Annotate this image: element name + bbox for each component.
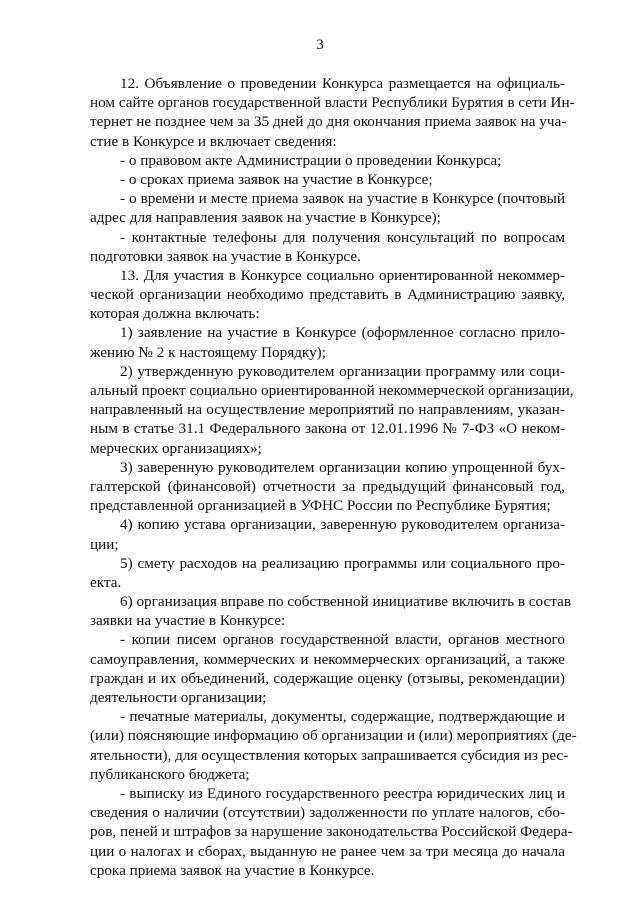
text-line: (или) поясняющие информацию об организации и (или) мероприятиях (де-	[90, 727, 577, 745]
text-line: альный проект социально ориентированной некоммерческой организации,	[90, 382, 574, 399]
text-line: 1) заявление на участие в Конкурсе (оформленное согласно прило-	[120, 324, 565, 342]
text-line: - о времени и месте приема заявок на участие в Конкурсе (почтовый	[120, 190, 565, 208]
text-line: галтерской (финансовой) отчетности за предыдущий финансовый год,	[90, 477, 565, 495]
text-line: ятельности), для осуществления которых запрашивается субсидия из рес-	[90, 746, 569, 764]
text-line: сведения о наличии (отсутствии) задолженности по уплате налогов, сбо-	[90, 804, 565, 822]
text-line: ном сайте органов государственной власти Республики Бурятия в сети Ин-	[90, 94, 575, 112]
text-line: ции;	[90, 535, 119, 553]
document-body	[90, 74, 577, 880]
text-line: стие в Конкурсе и включает сведения:	[90, 132, 337, 150]
text-line: - печатные материалы, документы, содержащие, подтверждающие и	[120, 708, 565, 726]
text-line: тернет не позднее чем за 35 дней до дня окончания приема заявок на уча-	[90, 113, 567, 131]
text-line: - выписку из Единого государственного реестра юридических лиц и	[120, 784, 565, 802]
text-line: ческой организации необходимо представить в Администрацию заявку,	[90, 286, 565, 304]
text-line: 12. Объявление о проведении Конкурса размещается на официаль-	[120, 75, 565, 92]
text-line: которая должна включать:	[90, 305, 260, 323]
text-line: 2) утвержденную руководителем организации программу или соци-	[120, 362, 565, 380]
text-line: публиканского бюджета;	[90, 765, 250, 783]
text-line: деятельности организации;	[90, 689, 267, 706]
text-line: заявки на участие в Конкурсе:	[90, 612, 286, 630]
text-line: 13. Для участия в Конкурсе социально ориентированной некоммер-	[120, 266, 565, 284]
text-line: - о правовом акте Администрации о проведении Конкурса;	[120, 151, 502, 169]
text-line: - о сроках приема заявок на участие в Конкурсе;	[120, 170, 433, 188]
text-line: екта.	[90, 573, 122, 591]
text-line: - контактные телефоны для получения консультаций по вопросам	[120, 228, 565, 246]
text-line: - копии писем органов государственной власти, органов местного	[120, 631, 565, 649]
page-number: 3	[316, 37, 324, 53]
text-line: срока приема заявок на участие в Конкурсе.	[90, 861, 375, 879]
text-line: 6) организация вправе по собственной инициативе включить в состав	[120, 593, 571, 611]
text-line: граждан и их объединений, содержащие оценку (отзывы, рекомендации)	[90, 669, 565, 687]
text-line: ров, пеней и штрафов за нарушение законодательства Российской Федера-	[90, 823, 573, 841]
text-line: 4) копию устава организации, заверенную руководителем организа-	[120, 516, 565, 534]
text-line: ным в статье 31.1 Федерального закона от 12.01.1996 № 7-ФЗ «О неком-	[90, 420, 565, 438]
text-line: ции о налогах и сборах, выданную не ранее чем за три месяца до начала	[90, 842, 565, 860]
text-line: направленный на осуществление мероприятий по направлениям, указан-	[90, 401, 565, 419]
text-line: самоуправления, коммерческих и некоммерческих организаций, а также	[90, 650, 565, 668]
text-line: 3) заверенную руководителем организации копию упрощенной бух-	[120, 458, 565, 476]
text-line: жению № 2 к настоящему Порядку);	[90, 343, 326, 361]
text-line: подготовки заявок на участие в Конкурсе.	[90, 247, 361, 265]
text-line: 5) смету расходов на реализацию программы или социального про-	[120, 554, 565, 572]
text-line: мерческих организациях»;	[90, 439, 262, 457]
text-line: адрес для направления заявок на участие в Конкурсе);	[90, 209, 441, 227]
text-line: представленной организацией в УФНС России по Республике Бурятия;	[90, 497, 551, 515]
